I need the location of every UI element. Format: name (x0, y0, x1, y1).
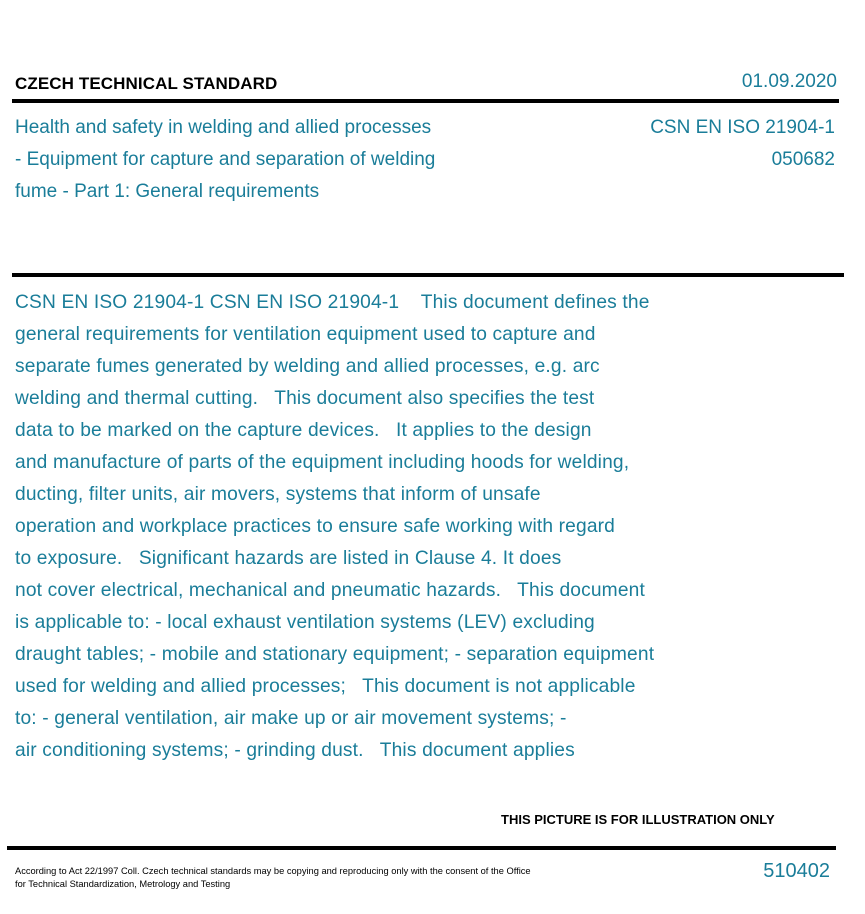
classification-code: 050682 (771, 149, 835, 170)
abstract-line: data to be marked on the capture devices. It applies to the design (15, 420, 592, 441)
footer-line: According to Act 22/1997 Coll. Czech technical standards may be copying and reproducing only with the consent of the Office (15, 866, 531, 876)
abstract-line: used for welding and allied processes; This document is not applicable (15, 676, 636, 697)
abstract-line: separate fumes generated by welding and allied processes, e.g. arc (15, 356, 600, 377)
document-type-label: CZECH TECHNICAL STANDARD (15, 74, 278, 93)
title-divider (12, 273, 844, 277)
abstract-line: draught tables; - mobile and stationary equipment; - separation equipment (15, 644, 655, 665)
title-line: Health and safety in welding and allied processes (15, 117, 432, 138)
illustration-notice: THIS PICTURE IS FOR ILLUSTRATION ONLY (501, 812, 775, 827)
abstract-line: not cover electrical, mechanical and pneumatic hazards. This document (15, 580, 645, 601)
abstract-line: welding and thermal cutting. This document also specifies the test (15, 388, 595, 409)
abstract-line: air conditioning systems; - grinding dust. This document applies (15, 740, 575, 761)
title-line: - Equipment for capture and separation of welding (15, 149, 436, 170)
abstract-line: and manufacture of parts of the equipment including hoods for welding, (15, 452, 630, 473)
publication-date: 01.09.2020 (741, 71, 837, 92)
abstract-line: CSN EN ISO 21904-1 CSN EN ISO 21904-1 This document defines the (15, 292, 650, 313)
abstract-line: operation and workplace practices to ensure safe working with regard (15, 516, 615, 537)
footer-line: for Technical Standardization, Metrology and Testing (15, 879, 231, 889)
abstract-line: to exposure. Significant hazards are listed in Clause 4. It does (15, 548, 562, 569)
abstract-line: is applicable to: - local exhaust ventilation systems (LEV) excluding (15, 612, 595, 633)
footer-divider (7, 846, 836, 850)
abstract-line: general requirements for ventilation equipment used to capture and (15, 324, 596, 345)
abstract-line: to: - general ventilation, air make up or air movement systems; - (15, 708, 567, 729)
standard-code: CSN EN ISO 21904-1 (650, 117, 835, 138)
header-divider (12, 99, 839, 103)
title-line: fume - Part 1: General requirements (15, 181, 320, 202)
abstract-line: ducting, filter units, air movers, systems that inform of unsafe (15, 484, 541, 505)
footer-code: 510402 (763, 860, 830, 882)
